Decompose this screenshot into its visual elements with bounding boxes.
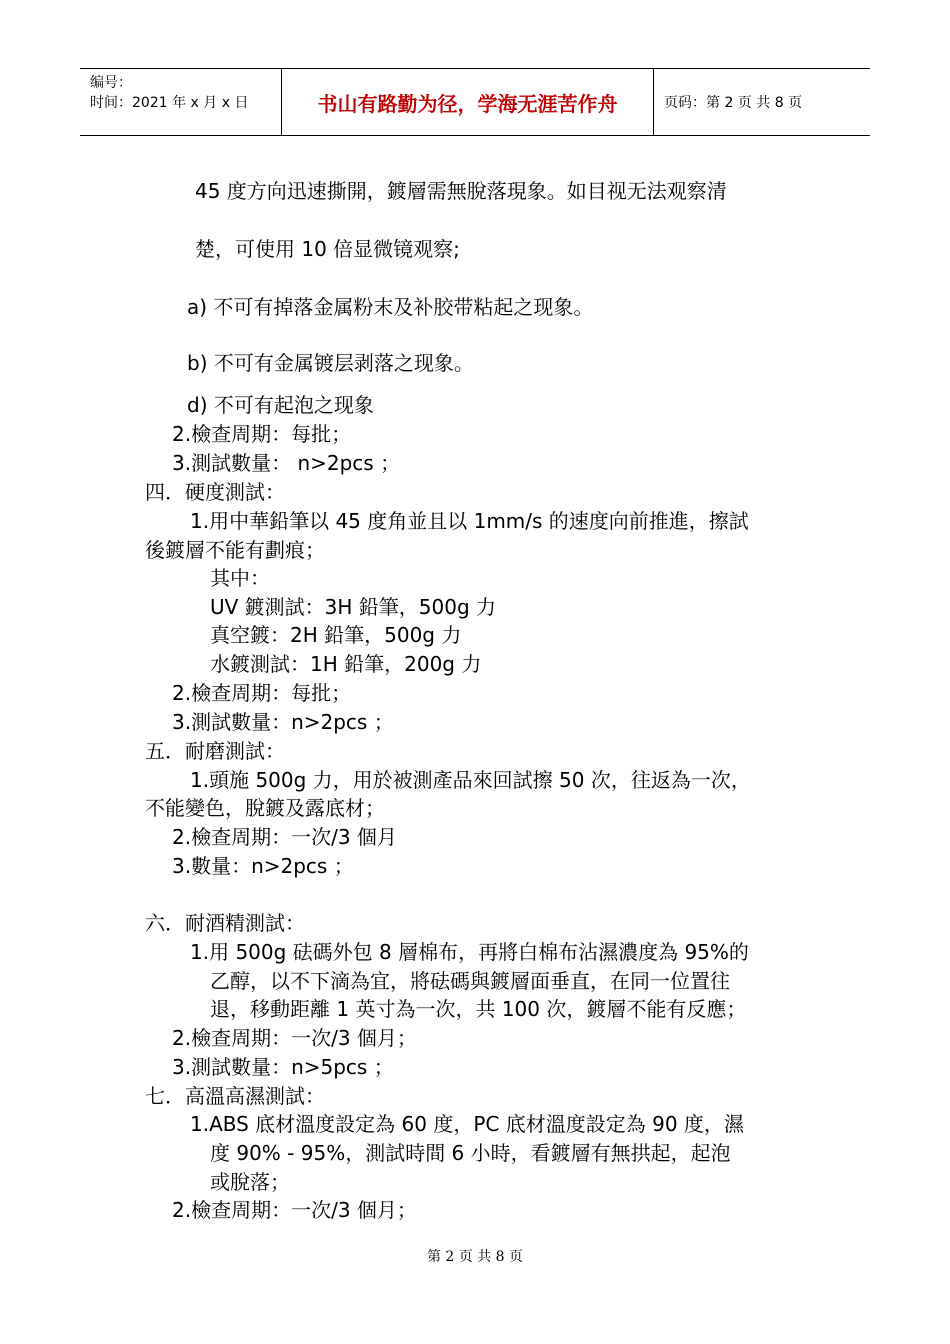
body-line: 乙醇，以不下滴為宜，將砝碼與鍍層面垂直，在同一位置往 [210, 969, 730, 993]
body-line: a) 不可有掉落金属粉末及补胶带粘起之现象。 [187, 295, 594, 319]
body-line: 1.用 500g 砝碼外包 8 層棉布，再將白棉布沾濕濃度為 95%的 [190, 940, 749, 964]
section-heading: 六．耐酒精測試： [145, 911, 305, 935]
body-line: 1.頭施 500g 力，用於被測產品來回試擦 50 次，往返為一次， [190, 768, 751, 792]
body-line: 2.檢查周期：一次/3 個月； [172, 1198, 417, 1222]
page-footer: 第 2 页 共 8 页 [426, 1249, 524, 1265]
body-line: 2.檢查周期：每批； [172, 681, 352, 705]
body-line: 3.測試數量：n>5pcs ； [172, 1055, 394, 1079]
body-line: 退，移動距離 1 英寸為一次，共 100 次，鍍層不能有反應； [210, 997, 747, 1021]
body-line: UV 鍍測試：3H 鉛筆，500g 力 [210, 595, 497, 619]
page-header [80, 68, 870, 136]
body-line: 3.測試數量：n>2pcs ； [172, 710, 394, 734]
body-line: 度 90% - 95%，測試時間 6 小時，看鍍層有無拱起，起泡 [210, 1141, 731, 1165]
body-line: 1.用中華鉛筆以 45 度角並且以 1mm/s 的速度向前推進，擦試 [190, 509, 749, 533]
header-meta [80, 69, 282, 135]
header-page-number: 页码：第 2 页 共 8 页 [664, 95, 803, 111]
section-heading: 五．耐磨測試： [145, 739, 285, 763]
document-number: 编号： [90, 75, 132, 91]
body-line: 2.檢查周期：一次/3 個月 [172, 825, 397, 849]
body-line: 其中： [210, 566, 270, 590]
section-heading: 四．硬度測試： [145, 480, 285, 504]
body-line: 不能變色，脫鍍及露底材； [145, 796, 385, 820]
body-line: d) 不可有起泡之现象 [187, 393, 374, 417]
body-line: 楚，可使用 10 倍显微镜观察; [195, 237, 460, 261]
body-line: 3.數量：n>2pcs ； [172, 854, 354, 878]
body-line: 1.ABS 底材溫度設定為 60 度，PC 底材溫度設定為 90 度，濕 [190, 1112, 744, 1136]
body-line: 或脫落； [210, 1170, 290, 1194]
body-line: 真空鍍：2H 鉛筆，500g 力 [210, 623, 462, 647]
body-line: 2.檢查周期：一次/3 個月； [172, 1026, 417, 1050]
section-heading: 七．高溫高濕測試： [145, 1084, 325, 1108]
body-line: 後鍍層不能有劃痕； [145, 538, 325, 562]
document-date: 时间：2021 年 x 月 x 日 [90, 95, 249, 111]
body-line: 3.測試數量： n>2pcs ； [172, 451, 401, 475]
body-line: 45 度方向迅速撕開，鍍層需無脫落現象。如目视无法观察清 [195, 179, 727, 203]
header-motto: 书山有路勤为径，学海无涯苦作舟 [282, 69, 654, 135]
body-line: b) 不可有金属镀层剥落之现象。 [187, 351, 474, 375]
body-line: 水鍍測試：1H 鉛筆，200g 力 [210, 652, 482, 676]
body-line: 2.檢查周期：每批； [172, 422, 352, 446]
